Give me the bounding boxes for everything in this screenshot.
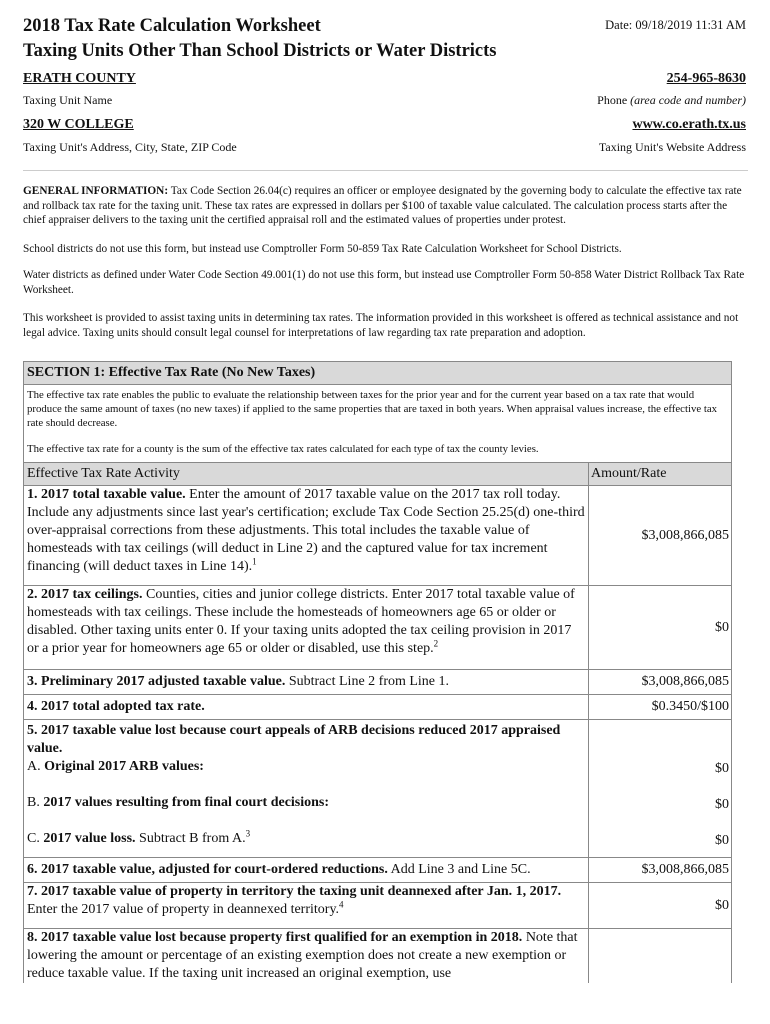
school-district-note: School districts do not use this form, but instead use Comptroller Form 50-859 Tax Rate Calculation Worksheet for School Districts. [23,242,622,255]
table-row [24,883,731,929]
table-row [24,929,731,984]
form-title: 2018 Tax Rate Calculation Worksheet [23,16,321,36]
address-label: Taxing Unit's Address, City, State, ZIP Code [23,140,237,154]
taxing-unit-website[interactable]: www.co.erath.tx.us [632,117,746,132]
line-7-amount: $0 [589,883,732,929]
line-6-desc: 6. 2017 taxable value, adjusted for court-ordered reductions. Add Line 3 and Line 5C. [24,858,589,883]
table-row [24,670,731,695]
table-row [24,720,731,858]
form-date: Date: 09/18/2019 11:31 AM [605,18,746,32]
water-district-note: Water districts as defined under Water Code Section 49.001(1) do not use this form, but instead use Comptroller Form 50-858 Water District Rollback Tax Rate Worksheet. [23,269,745,296]
line-1-amount: $3,008,866,085 [589,486,732,586]
line-5-amounts: $0 $0 $0 [589,720,732,858]
taxing-unit-name: ERATH COUNTY [23,71,136,86]
phone-label: Phone (area code and number) [597,93,746,107]
legal-advice-note: This worksheet is provided to assist taxing units in determining tax rates. The information provided in this worksheet is offered as technical assistance and not legal advice. Taxing units should consult legal counsel for interpretations of law regarding tax rate preparation and adoption. [23,312,739,339]
line-4-desc: 4. 2017 total adopted tax rate. [24,695,589,720]
line-7-desc: 7. 2017 taxable value of property in territory the taxing unit deannexed after Jan. 1, 2017. Enter the 2017 value of property in deannexed territory.$^4$ [24,883,589,929]
effective-rate-table [24,462,731,983]
line-3-desc: 3. Preliminary 2017 adjusted taxable value. Subtract Line 2 from Line 1. [24,670,589,695]
section-1 [23,361,732,983]
line-2-desc: 2. 2017 tax ceilings. Counties, cities and junior college districts. Enter 2017 total taxable value of homesteads with tax ceilings. These include the homesteads of homeowners age 65 or older or disabled. Other taxing units enter 0. If your taxing units adopted the tax ceiling provision in 2017 or a prior year for homeowners age 65 or older or disabled, use this step.$^2$ [24,586,589,670]
general-information: GENERAL INFORMATION: Tax Code Section 26.04(c) requires an officer or employee designated by the governing body to calculate the effective tax rate and rollback tax rate for the taxing unit. These tax rates are expressed in dollars per $100 of taxable value calculated. The calculation process starts after the chief appraiser delivers to the taxing unit the certified appraisal roll and the estimated values of properties under protest. [23,185,742,226]
line-8-amount [589,929,732,984]
table-row [24,695,731,720]
website-label: Taxing Unit's Website Address [598,140,746,154]
table-row [24,586,731,670]
line-2-amount: $0 [589,586,732,670]
line-8-desc: 8. 2017 taxable value lost because property first qualified for an exemption in 2018. Note that lowering the amount or percentage of an existing exemption does not create a new exemption or reduce taxable value. If the taxing unit increased an original exemption, use [24,929,589,984]
line-6-amount: $3,008,866,085 [589,858,732,883]
form-subtitle: Taxing Units Other Than School Districts or Water Districts [23,41,497,61]
table-row [24,858,731,883]
col-activity-header: Effective Tax Rate Activity [24,463,589,486]
header-divider [23,170,748,171]
line-4-amount: $0.3450/$100 [589,695,732,720]
line-3-amount: $3,008,866,085 [589,670,732,695]
col-amount-header: Amount/Rate [589,463,732,486]
line-5-desc: 5. 2017 taxable value lost because court appeals of ARB decisions reduced 2017 appraised value. A. Original 2017 ARB values: B. 2017 values resulting from final court decisions: C. 2017 value loss. Subtract B from A.$^3$ [24,720,589,858]
taxing-unit-phone: 254-965-8630 [666,71,746,86]
worksheet-header [23,14,746,340]
section-1-heading: SECTION 1: Effective Tax Rate (No New Taxes) [24,362,731,385]
section-1-intro: The effective tax rate enables the public to evaluate the relationship between taxes for the prior year and for the current year based on a tax rate that would produce the same amount of taxes (no new taxes) if applied to the same properties that are taxed in both years. When appraisal values increase, the effective tax rate should decrease. The effective tax rate for a county is the sum of the effective tax rates calculated for each type of tax the county levies. [27,389,718,455]
line-1-desc: 1. 2017 total taxable value. Enter the amount of 2017 taxable value on the 2017 tax roll today. Include any adjustments since last year's certification; exclude Tax Code Section 25.25(d) one-third over-appraisal corrections from these adjustments. This total includes the taxable value of homesteads with tax ceilings (will deduct in Line 2) and the captured value for tax increment financing (will deduct taxes in Line 14).$^1$ [24,486,589,586]
taxing-unit-name-label: Taxing Unit Name [23,93,113,107]
table-row [24,486,731,586]
taxing-unit-address: 320 W COLLEGE [23,117,134,132]
